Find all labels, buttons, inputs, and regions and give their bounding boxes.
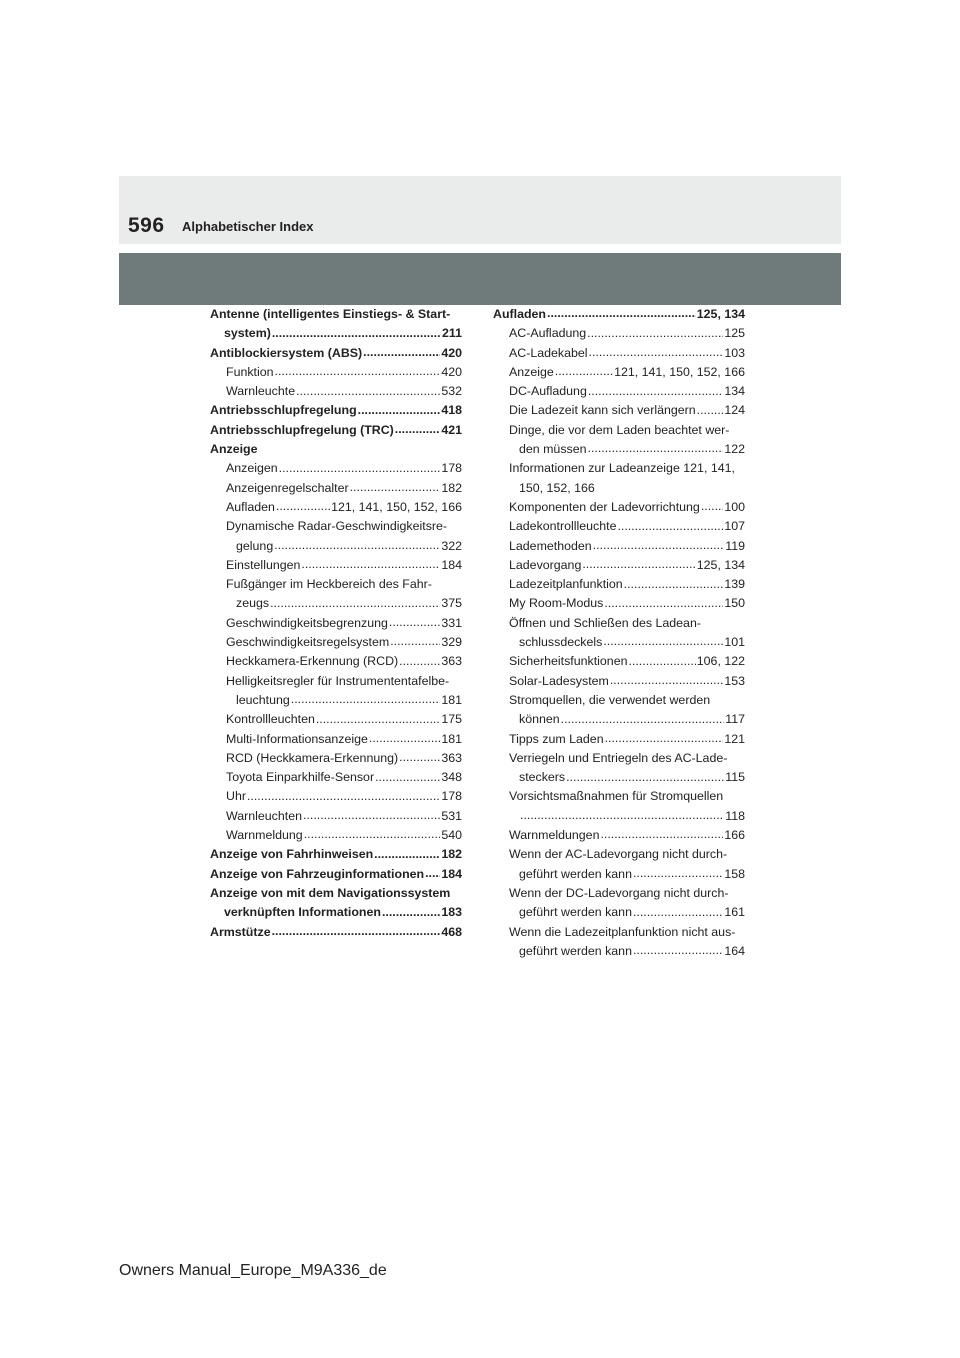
index-entry <box>493 787 745 806</box>
index-term: geführt werden kann <box>519 866 632 881</box>
index-term: Anzeigen <box>226 461 278 476</box>
index-term: Heckkamera-Erkennung (RCD) <box>226 654 399 669</box>
dot-leader <box>301 556 440 568</box>
index-term: Kontrollleuchten <box>226 712 315 727</box>
dot-leader <box>272 325 441 337</box>
dot-leader <box>588 383 723 395</box>
index-entry <box>210 363 462 382</box>
index-term: AC-Ladekabel <box>509 345 588 360</box>
dot-leader <box>276 499 330 511</box>
index-entry <box>493 594 745 613</box>
index-term: Vorsichtsmaßnahmen für Stromquellen <box>509 789 724 804</box>
dot-leader <box>561 711 725 723</box>
page-reference: 153 <box>724 673 745 688</box>
dot-leader <box>697 402 724 414</box>
index-term: Wenn der AC-Ladevorgang nicht durch- <box>509 847 728 862</box>
index-entry <box>493 517 745 536</box>
index-term: Lademethoden <box>509 538 592 553</box>
index-term: den müssen <box>519 442 587 457</box>
page-reference: 329 <box>441 635 462 650</box>
index-entry <box>493 672 745 691</box>
dot-leader <box>399 653 440 665</box>
index-entry <box>493 479 745 498</box>
index-term: Antiblockiersystem (ABS) <box>210 345 363 360</box>
index-term: Antriebsschlupfregelung <box>210 403 357 418</box>
index-term: Stromquellen, die verwendet werden <box>509 692 711 707</box>
index-entry <box>210 923 462 942</box>
index-entry <box>210 344 462 363</box>
page-reference: 532 <box>441 384 462 399</box>
index-term: Ladezeitplanfunktion <box>509 577 623 592</box>
dot-leader <box>279 460 441 472</box>
index-term: verknüpften Informationen <box>224 905 381 920</box>
page-reference: 150 <box>724 596 745 611</box>
page-reference: 121, 141, 150, 152, 166 <box>331 499 462 514</box>
index-entry <box>210 401 462 420</box>
page-reference: 164 <box>724 943 745 958</box>
page-reference: 322 <box>441 538 462 553</box>
index-column-right <box>493 305 745 961</box>
dot-leader <box>395 421 441 433</box>
page-reference: 420 <box>441 364 462 379</box>
index-term: Anzeige <box>509 364 554 379</box>
index-term: Tipps zum Laden <box>509 731 604 746</box>
index-term: Helligkeitsregler für Instrumententafelbe- <box>226 673 450 688</box>
index-entry <box>493 730 745 749</box>
index-term: Informationen zur Ladeanzeige 121, 141, <box>509 461 735 476</box>
page-reference: 107 <box>724 519 745 534</box>
index-entry <box>493 710 745 729</box>
index-term: Wenn die Ladezeitplanfunktion nicht aus- <box>509 924 736 939</box>
index-entry <box>210 556 462 575</box>
index-entry <box>210 305 462 324</box>
page-reference: 125, 134 <box>696 307 745 321</box>
index-term: Anzeige von Fahrhinweisen <box>210 847 374 862</box>
page-reference: 118 <box>725 808 745 823</box>
index-term: My Room-Modus <box>509 596 604 611</box>
dot-leader <box>587 325 723 337</box>
index-term: 150, 152, 166 <box>519 480 595 495</box>
index-entry <box>493 614 745 633</box>
index-entry <box>210 614 462 633</box>
index-term: system) <box>224 326 271 341</box>
dot-leader <box>633 942 723 954</box>
page-reference: 115 <box>725 770 745 785</box>
index-entry <box>493 923 745 942</box>
index-term: steckers <box>519 770 566 785</box>
index-term: Toyota Einparkhilfe-Sensor <box>226 770 375 785</box>
index-entry <box>210 826 462 845</box>
page-reference: 421 <box>441 422 462 437</box>
dot-leader <box>304 827 441 839</box>
index-entry <box>493 324 745 343</box>
section-band <box>119 253 841 305</box>
page-reference: 124 <box>724 403 745 418</box>
page-reference: 175 <box>441 712 462 727</box>
index-term: AC-Aufladung <box>509 326 587 341</box>
page-reference: 348 <box>441 770 462 785</box>
index-entry <box>493 865 745 884</box>
index-term: Dynamische Radar-Geschwindigkeitsre- <box>226 519 448 534</box>
index-term: Warnleuchten <box>226 808 302 823</box>
index-term: Geschwindigkeitsbegrenzung <box>226 615 388 630</box>
dot-leader <box>350 479 441 491</box>
index-term: RCD (Heckkamera-Erkennung) <box>226 750 399 765</box>
index-term: zeugs <box>236 596 270 611</box>
dot-leader <box>363 344 440 356</box>
index-entry <box>493 382 745 401</box>
index-column-left <box>210 305 462 942</box>
page-reference: 161 <box>724 905 745 920</box>
dot-leader <box>589 344 724 356</box>
index-term: können <box>519 712 560 727</box>
index-term: Öffnen und Schließen des Ladean- <box>509 615 701 630</box>
page-reference: 331 <box>441 615 462 630</box>
index-entry <box>210 517 462 536</box>
dot-leader <box>605 730 724 742</box>
index-term: Multi-Informationsanzeige <box>226 731 368 746</box>
index-term: Solar-Ladesystem <box>509 673 609 688</box>
index-term: Anzeige von mit dem Navigationssystem <box>210 885 451 900</box>
index-entry <box>210 594 462 613</box>
index-entry <box>493 768 745 787</box>
page-reference: 101 <box>724 635 745 650</box>
index-term: Funktion <box>226 364 274 379</box>
index-entry <box>493 807 745 826</box>
index-term: Antriebsschlupfregelung (TRC) <box>210 422 394 437</box>
dot-leader <box>399 749 440 761</box>
index-entry <box>493 942 745 961</box>
index-entry <box>210 498 462 517</box>
dot-leader <box>566 769 724 781</box>
section-title: Alphabetischer Index <box>182 219 314 234</box>
index-entry <box>210 382 462 401</box>
index-entry <box>493 845 745 864</box>
page-reference: 125 <box>724 326 745 341</box>
dot-leader <box>375 769 440 781</box>
page-reference: 418 <box>441 403 462 418</box>
index-term: Ladevorgang <box>509 557 582 572</box>
dot-leader <box>296 383 440 395</box>
dot-leader <box>633 904 723 916</box>
index-entry <box>210 672 462 691</box>
index-term: Antenne (intelligentes Einstiegs- & Start- <box>210 307 451 321</box>
page-reference: 540 <box>441 828 462 843</box>
index-entry <box>493 691 745 710</box>
index-entry <box>493 344 745 363</box>
index-term: Aufladen <box>226 499 275 514</box>
dot-leader <box>316 711 440 723</box>
index-entry <box>210 884 462 903</box>
page-reference: 184 <box>441 866 462 881</box>
index-term: Sicherheitsfunktionen <box>509 654 628 669</box>
index-entry <box>210 710 462 729</box>
index-entry <box>210 749 462 768</box>
index-entry <box>493 575 745 594</box>
dot-leader <box>291 692 441 704</box>
dot-leader <box>275 364 441 376</box>
index-term: Anzeigenregelschalter <box>226 480 349 495</box>
index-entry <box>493 826 745 845</box>
index-entry <box>210 633 462 652</box>
index-entry <box>210 479 462 498</box>
page-reference: 121, 141, 150, 152, 166 <box>614 364 745 379</box>
page-reference: 158 <box>724 866 745 881</box>
index-term: Aufladen <box>493 307 547 321</box>
dot-leader <box>274 537 440 549</box>
dot-leader <box>303 807 440 819</box>
dot-leader <box>624 576 724 588</box>
dot-leader <box>603 634 723 646</box>
dot-leader <box>610 672 723 684</box>
index-entry <box>210 845 462 864</box>
dot-leader <box>582 556 695 568</box>
index-term: schlussdeckels <box>519 635 603 650</box>
index-entry <box>493 556 745 575</box>
index-term: Ladekontrollleuchte <box>509 519 617 534</box>
index-entry <box>210 652 462 671</box>
index-entry <box>493 498 745 517</box>
page-reference: 468 <box>441 924 462 939</box>
page-reference: 117 <box>725 712 745 727</box>
index-entry <box>210 807 462 826</box>
index-entry <box>210 768 462 787</box>
index-entry <box>493 440 745 459</box>
index-entry <box>493 537 745 556</box>
index-term: Komponenten der Ladevorrichtung <box>509 499 700 514</box>
dot-leader <box>617 518 723 530</box>
index-term: Warnleuchte <box>226 384 296 399</box>
index-entry <box>210 787 462 806</box>
dot-leader <box>425 865 440 877</box>
index-entry <box>210 575 462 594</box>
dot-leader <box>389 614 440 626</box>
index-entry <box>210 903 462 922</box>
page-reference: 182 <box>441 480 462 495</box>
dot-leader <box>272 923 441 935</box>
dot-leader <box>547 306 696 318</box>
index-term: Anzeige <box>210 442 258 457</box>
dot-leader <box>701 499 724 511</box>
index-entry <box>493 421 745 440</box>
index-entry <box>210 324 462 343</box>
index-entry <box>493 652 745 671</box>
dot-leader <box>358 402 441 414</box>
page-reference: 363 <box>441 654 462 669</box>
index-entry <box>210 730 462 749</box>
page-reference: 181 <box>441 731 462 746</box>
page-reference: 178 <box>441 461 462 476</box>
page-reference: 125, 134 <box>696 557 745 572</box>
index-term: Einstellungen <box>226 557 301 572</box>
dot-leader <box>593 537 725 549</box>
page-reference: 119 <box>725 538 745 553</box>
index-entry <box>493 903 745 922</box>
page-reference: 184 <box>441 557 462 572</box>
index-entry <box>493 459 745 478</box>
page-reference: 182 <box>441 847 462 862</box>
index-term: Wenn der DC-Ladevorgang nicht durch- <box>509 885 729 900</box>
index-entry <box>493 363 745 382</box>
page-reference: 211 <box>442 326 462 341</box>
page-reference: 139 <box>724 577 745 592</box>
index-term: Anzeige von Fahrzeuginformationen <box>210 866 425 881</box>
index-term: Geschwindigkeitsregelsystem <box>226 635 390 650</box>
page-reference: 100 <box>724 499 745 514</box>
index-entry <box>210 440 462 459</box>
dot-leader <box>382 904 440 916</box>
index-term: gelung <box>236 538 274 553</box>
dot-leader <box>374 846 440 858</box>
index-entry <box>210 537 462 556</box>
dot-leader <box>600 827 723 839</box>
index-entry <box>493 305 745 324</box>
index-term: Verriegeln und Entriegeln des AC-Lade- <box>509 750 728 765</box>
page-reference: 106, 122 <box>696 654 745 669</box>
index-entry <box>493 749 745 768</box>
index-term: Fußgänger im Heckbereich des Fahr- <box>226 577 432 592</box>
index-entry <box>493 884 745 903</box>
page-reference: 103 <box>724 345 745 360</box>
page-reference: 363 <box>441 750 462 765</box>
index-term: Uhr <box>226 789 246 804</box>
index-entry <box>493 633 745 652</box>
index-term: geführt werden kann <box>519 905 632 920</box>
page-reference: 178 <box>441 789 462 804</box>
page-reference: 122 <box>724 442 745 457</box>
page-reference: 166 <box>724 828 745 843</box>
page-reference: 183 <box>441 905 462 920</box>
page-reference: 531 <box>441 808 462 823</box>
dot-leader <box>369 730 440 742</box>
index-term: Dinge, die vor dem Laden beachtet wer- <box>509 422 730 437</box>
dot-leader <box>628 653 695 665</box>
index-term: Armstütze <box>210 924 271 939</box>
dot-leader <box>247 788 440 800</box>
page-reference: 134 <box>724 384 745 399</box>
dot-leader <box>588 441 724 453</box>
dot-leader <box>390 634 440 646</box>
index-entry <box>493 401 745 420</box>
index-term: Warnmeldungen <box>509 828 600 843</box>
page-number: 596 <box>128 214 165 237</box>
dot-leader <box>633 865 723 877</box>
page-reference: 420 <box>441 345 462 360</box>
index-entry <box>210 459 462 478</box>
index-term: leuchtung <box>236 692 290 707</box>
footer-doc-id: Owners Manual_Europe_M9A336_de <box>119 1262 387 1279</box>
index-entry <box>210 691 462 710</box>
page-reference: 181 <box>441 692 462 707</box>
page-reference: 121 <box>724 731 745 746</box>
index-term: Warnmeldung <box>226 828 303 843</box>
index-term: Die Ladezeit kann sich verlängern <box>509 403 696 418</box>
dot-leader <box>520 807 724 819</box>
index-term: geführt werden kann <box>519 943 632 958</box>
dot-leader <box>270 595 440 607</box>
dot-leader <box>555 364 613 376</box>
page-reference: 375 <box>441 596 462 611</box>
dot-leader <box>604 595 723 607</box>
index-entry <box>210 421 462 440</box>
index-term: DC-Aufladung <box>509 384 587 399</box>
index-entry <box>210 865 462 884</box>
